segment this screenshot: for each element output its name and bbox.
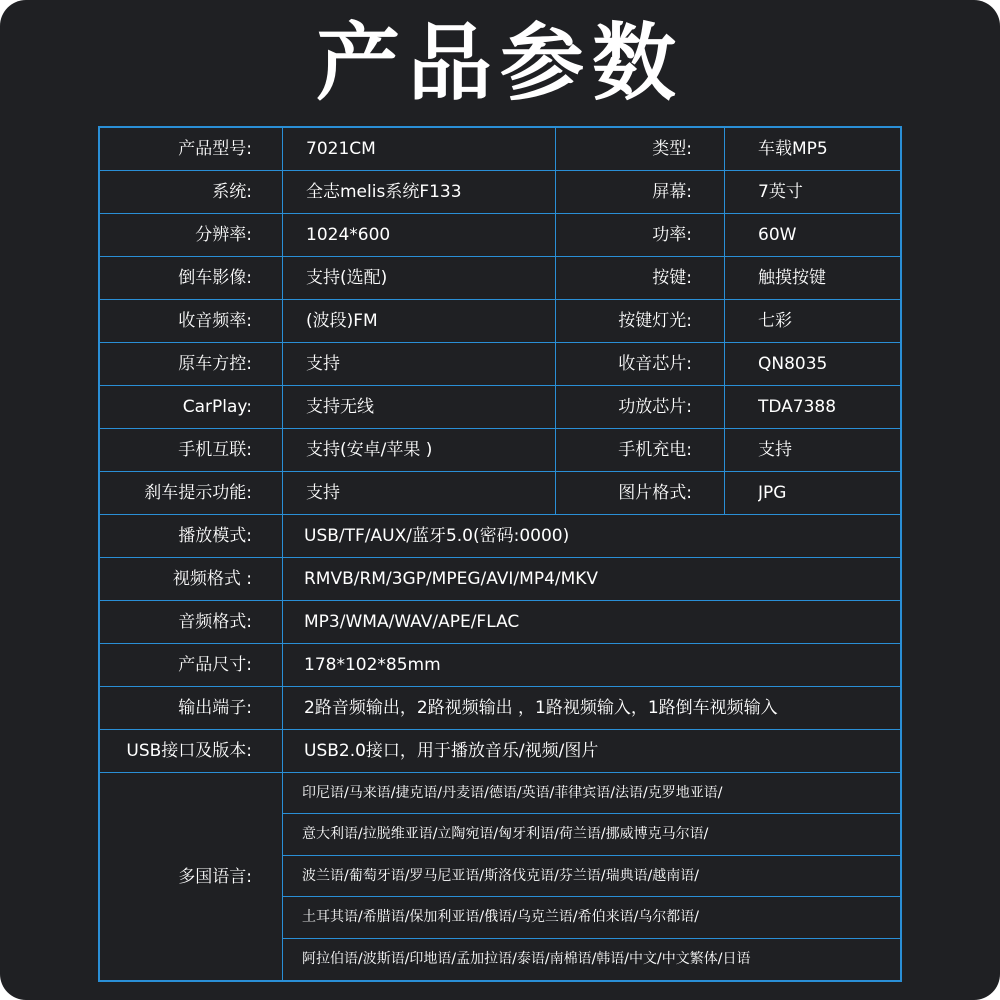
spec-value: 车载MP5 (758, 139, 828, 159)
grid-line-vertical (724, 128, 725, 515)
spec-value: 触摸按键 (758, 268, 826, 288)
spec-label: 收音频率: (178, 311, 252, 331)
spec-value: 支持(选配) (306, 268, 388, 288)
spec-label: 图片格式: (618, 483, 692, 503)
spec-value: 支持 (306, 354, 340, 374)
languages-label: 多国语言: (178, 866, 252, 887)
spec-label: 屏幕: (652, 182, 692, 202)
spec-value: USB/TF/AUX/蓝牙5.0(密码:0000) (304, 526, 570, 546)
spec-label: 音频格式: (178, 612, 252, 632)
spec-label: 分辨率: (195, 225, 252, 245)
page-title: 产品参数 (315, 14, 684, 112)
spec-label: 原车方控: (178, 354, 252, 374)
language-line: 波兰语/葡萄牙语/罗马尼亚语/斯洛伐克语/芬兰语/瑞典语/越南语/ (302, 867, 700, 884)
spec-value: RMVB/RM/3GP/MPEG/AVI/MP4/MKV (304, 569, 599, 589)
spec-label: 功放芯片: (618, 397, 692, 417)
spec-label: 倒车影像: (178, 268, 252, 288)
spec-label: 手机充电: (618, 440, 692, 460)
spec-label: CarPlay: (182, 397, 252, 417)
spec-value: MP3/WMA/WAV/APE/FLAC (304, 612, 520, 632)
spec-label: 视频格式 : (172, 569, 252, 589)
spec-value: 7英寸 (758, 182, 803, 202)
language-line: 印尼语/马来语/捷克语/丹麦语/德语/英语/菲律宾语/法语/克罗地亚语/ (302, 785, 723, 801)
spec-label: 播放模式: (178, 526, 252, 546)
spec-value: 178*102*85mm (304, 655, 441, 675)
spec-label: 收音芯片: (618, 354, 692, 374)
spec-label: 按键灯光: (618, 311, 692, 331)
spec-value: 1024*600 (306, 225, 391, 245)
spec-table (98, 126, 902, 982)
spec-value: JPG (758, 483, 787, 503)
spec-value: 支持 (758, 440, 792, 460)
spec-value: 2路音频输出，2路视频输出 ，1路视频输入，1路倒车视频输入 (304, 698, 778, 718)
spec-label: 功率: (652, 225, 692, 245)
spec-label: 类型: (652, 139, 692, 159)
spec-value: 支持(安卓/苹果 ) (306, 440, 433, 460)
grid-line-vertical (555, 128, 556, 515)
language-line: 土耳其语/希腊语/保加利亚语/俄语/乌克兰语/希伯来语/乌尔都语/ (302, 909, 700, 926)
grid-line-vertical (282, 128, 283, 980)
spec-value: USB2.0接口，用于播放音乐/视频/图片 (304, 741, 599, 761)
language-line: 意大利语/拉脱维亚语/立陶宛语/匈牙利语/荷兰语/挪威博克马尔语/ (302, 826, 709, 843)
spec-value: 支持 (306, 483, 340, 503)
spec-label: USB接口及版本: (126, 741, 252, 761)
spec-value: TDA7388 (758, 397, 837, 417)
spec-label: 刹车提示功能: (144, 483, 252, 503)
spec-value: 60W (758, 225, 797, 245)
spec-value: 全志melis系统F133 (306, 182, 462, 202)
spec-value: (波段)FM (306, 311, 378, 331)
language-line: 阿拉伯语/波斯语/印地语/孟加拉语/泰语/南棉语/韩语/中文/中文繁体/日语 (302, 950, 751, 967)
spec-label: 产品型号: (178, 139, 252, 159)
spec-label: 系统: (212, 182, 252, 202)
spec-label: 按键: (652, 268, 692, 288)
spec-label: 手机互联: (178, 440, 252, 460)
spec-label: 产品尺寸: (178, 655, 252, 675)
spec-value: 7021CM (306, 139, 376, 159)
spec-value: 七彩 (758, 311, 792, 331)
spec-value: QN8035 (758, 354, 828, 374)
spec-value: 支持无线 (306, 397, 374, 417)
spec-label: 输出端子: (178, 698, 252, 718)
